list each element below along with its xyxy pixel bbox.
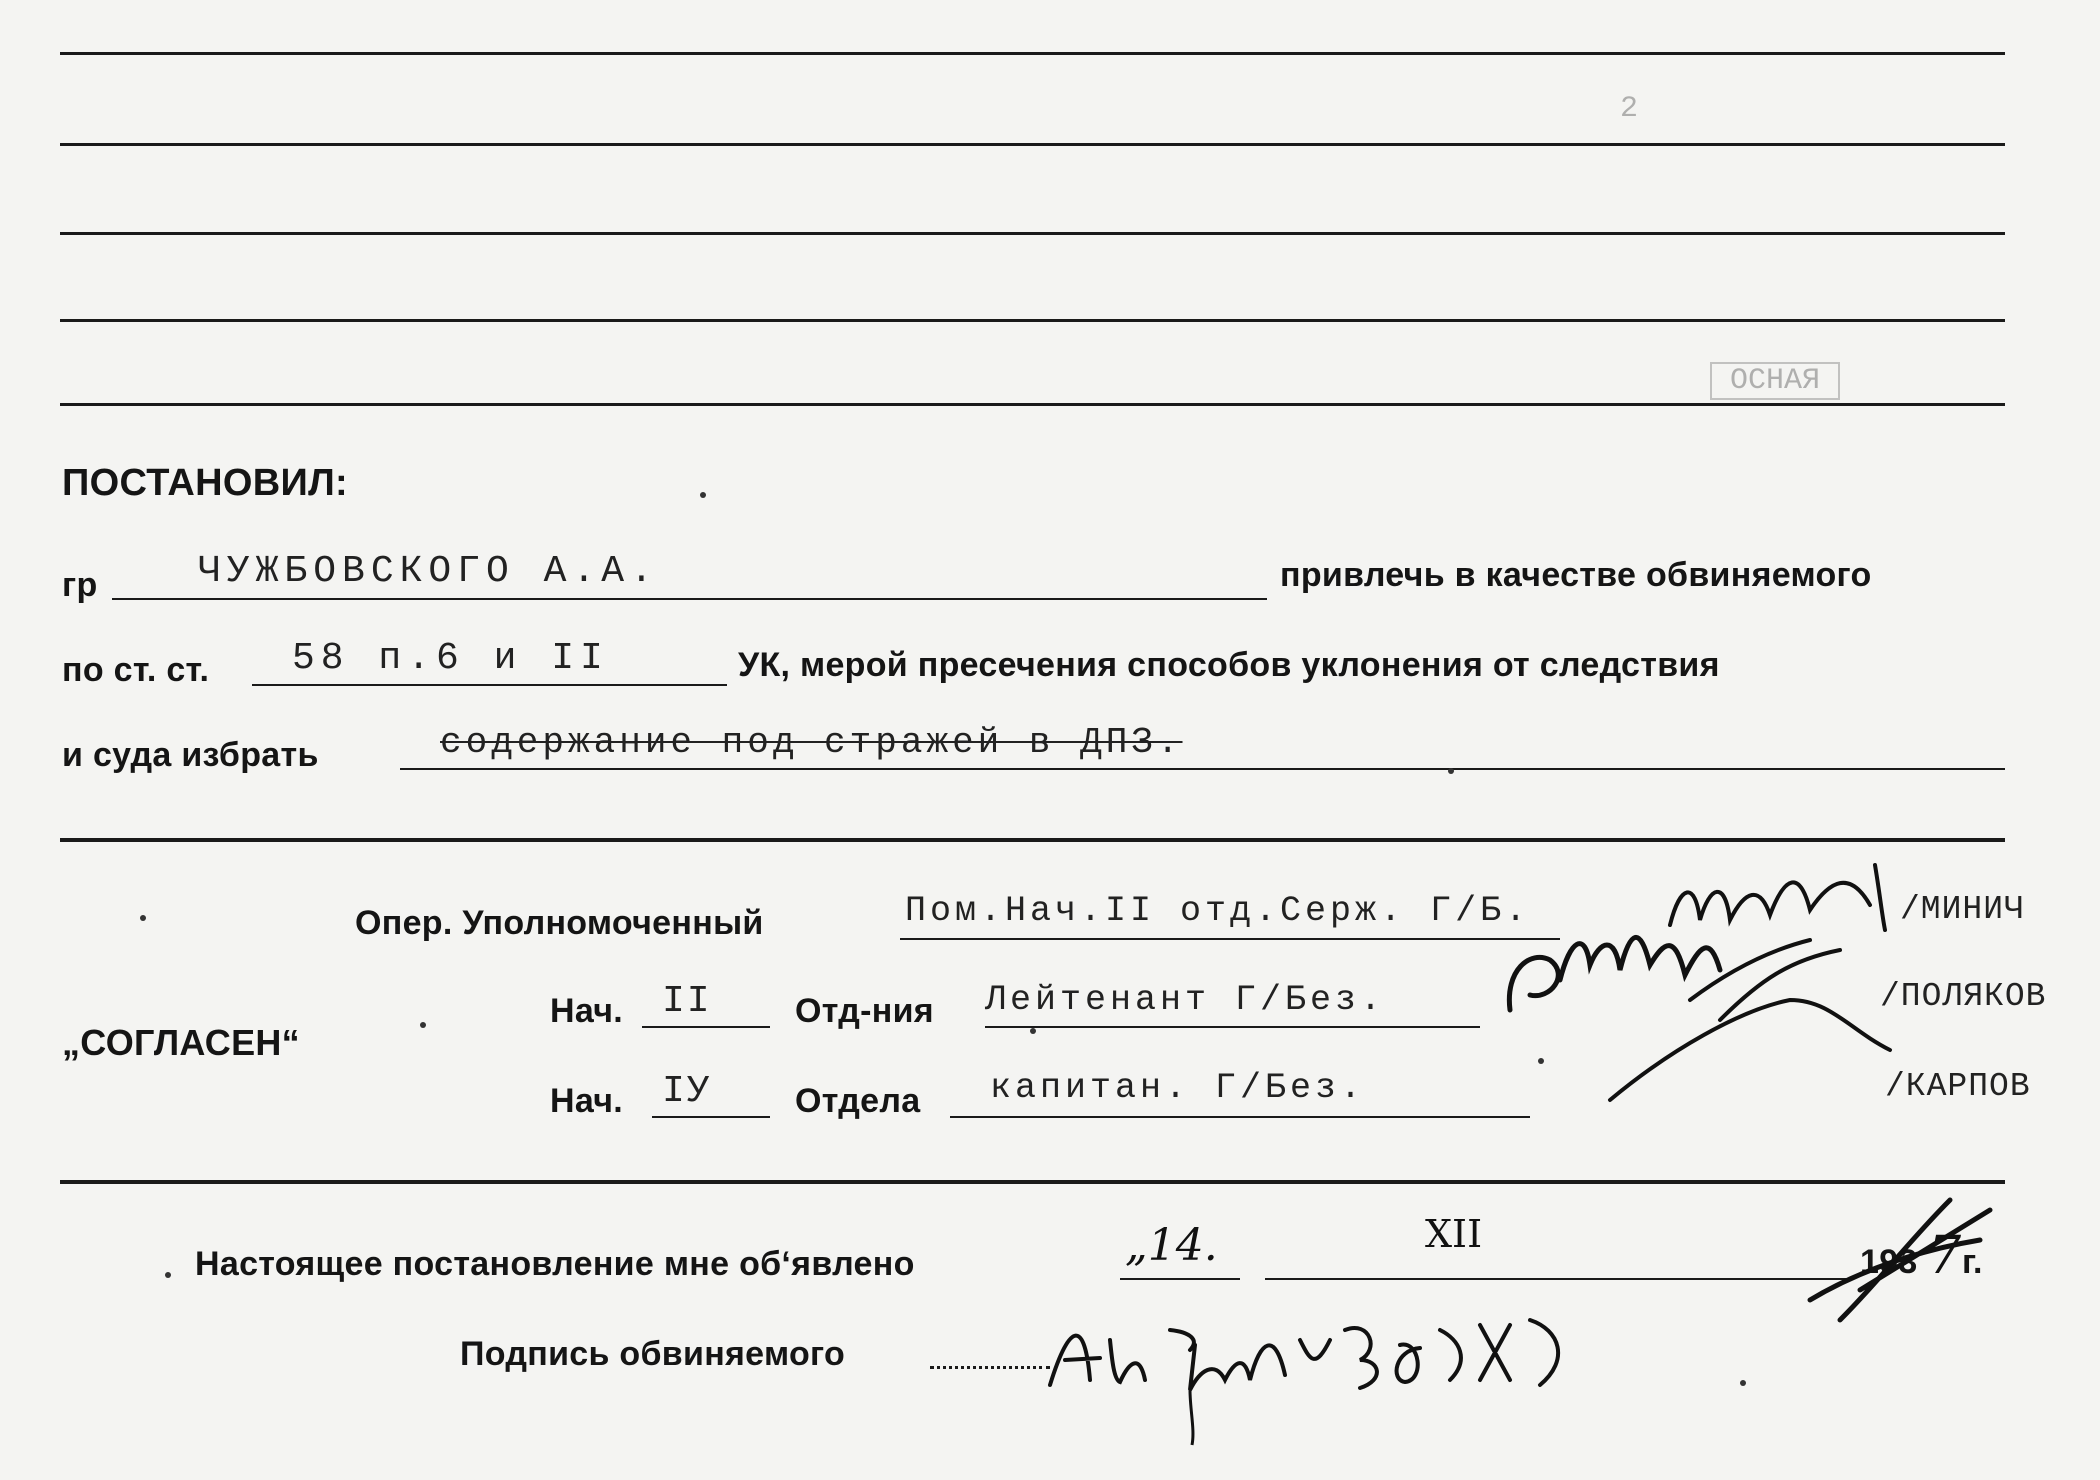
blank-line xyxy=(60,143,2005,146)
div-head-num: IУ xyxy=(662,1070,712,1113)
section-divider xyxy=(60,1180,2005,1184)
dept-head-num-line xyxy=(642,1026,770,1028)
measure-prefix: и суда избрать xyxy=(62,736,319,774)
measure-value: содержание под стражей в ДПЗ. xyxy=(440,722,1183,763)
accused-fill-line xyxy=(112,598,1267,600)
div-head-unit: Отдела xyxy=(795,1082,921,1120)
announcement-text: Настоящее постановление мне об‘явлено xyxy=(195,1245,915,1283)
accused-suffix: привлечь в качестве обвиняемого xyxy=(1280,556,1872,594)
blank-line xyxy=(60,232,2005,235)
minich-signature-drawing xyxy=(1660,855,1920,945)
ink-speck xyxy=(1030,1028,1036,1034)
ink-speck xyxy=(1740,1380,1746,1386)
div-head-fill-line xyxy=(950,1116,1530,1118)
section-divider xyxy=(60,838,2005,842)
announcement-year-suffix: г. xyxy=(1962,1243,1983,1281)
articles-suffix: УК, мерой пресечения способов уклонения от следствия xyxy=(738,646,1720,684)
announcement-day: „14. xyxy=(1125,1220,1218,1271)
accused-signature-drawing xyxy=(1040,1300,1600,1450)
blank-line xyxy=(60,403,2005,406)
measure-fill-line xyxy=(400,768,2005,770)
faded-stamp-mark: 2 xyxy=(1620,92,1639,126)
ink-speck xyxy=(420,1022,426,1028)
officer-label: Опер. Уполномоченный xyxy=(355,904,764,942)
ink-speck xyxy=(140,915,146,921)
dept-head-rank: Лейтенант Г/Без. xyxy=(985,980,1386,1020)
officer-name: /МИНИЧ xyxy=(1900,891,2025,928)
announcement-year: 193 xyxy=(1860,1243,1918,1281)
articles-value: 58 п.6 и II xyxy=(292,637,609,680)
articles-fill-line xyxy=(252,684,727,686)
div-head-name: /КАРПОВ xyxy=(1885,1068,2031,1105)
dept-head-unit: Отд-ния xyxy=(795,992,934,1030)
dept-head-fill-line xyxy=(985,1026,1480,1028)
ink-speck xyxy=(165,1272,171,1278)
announcement-month: XII xyxy=(1425,1212,1483,1256)
agreed-label: „СОГЛАСЕН“ xyxy=(62,1022,300,1063)
div-head-num-line xyxy=(652,1116,770,1118)
dept-head-label: Нач. xyxy=(550,992,624,1030)
announcement-day-line xyxy=(1120,1278,1240,1280)
officer-value: Пом.Нач.II отд.Серж. Г/Б. xyxy=(905,891,1531,931)
blank-line xyxy=(60,319,2005,322)
resolution-header: ПОСТАНОВИЛ: xyxy=(62,462,348,504)
articles-prefix: по ст. ст. xyxy=(62,651,210,689)
blank-line xyxy=(60,52,2005,55)
signature-dotted-line xyxy=(930,1366,1050,1369)
dept-head-num: II xyxy=(662,980,712,1023)
div-head-label: Нач. xyxy=(550,1082,624,1120)
div-head-rank: капитан. Г/Без. xyxy=(990,1068,1366,1108)
ink-speck xyxy=(1448,768,1454,774)
signature-label: Подпись обвиняемого xyxy=(460,1335,846,1373)
ink-speck xyxy=(1538,1058,1544,1064)
faded-stamp-mark: ОСНАЯ xyxy=(1710,362,1840,400)
accused-prefix: гр xyxy=(62,566,98,604)
ink-speck xyxy=(700,492,706,498)
accused-name: ЧУЖБОВСКОГО А.А. xyxy=(198,550,659,593)
karpov-signature-drawing xyxy=(1800,1180,2060,1330)
dept-head-name: /ПОЛЯКОВ xyxy=(1880,978,2047,1015)
announcement-month-line xyxy=(1265,1278,1850,1280)
announcement-year-hand: 7 xyxy=(1928,1226,1962,1286)
officer-fill-line xyxy=(900,938,1560,940)
